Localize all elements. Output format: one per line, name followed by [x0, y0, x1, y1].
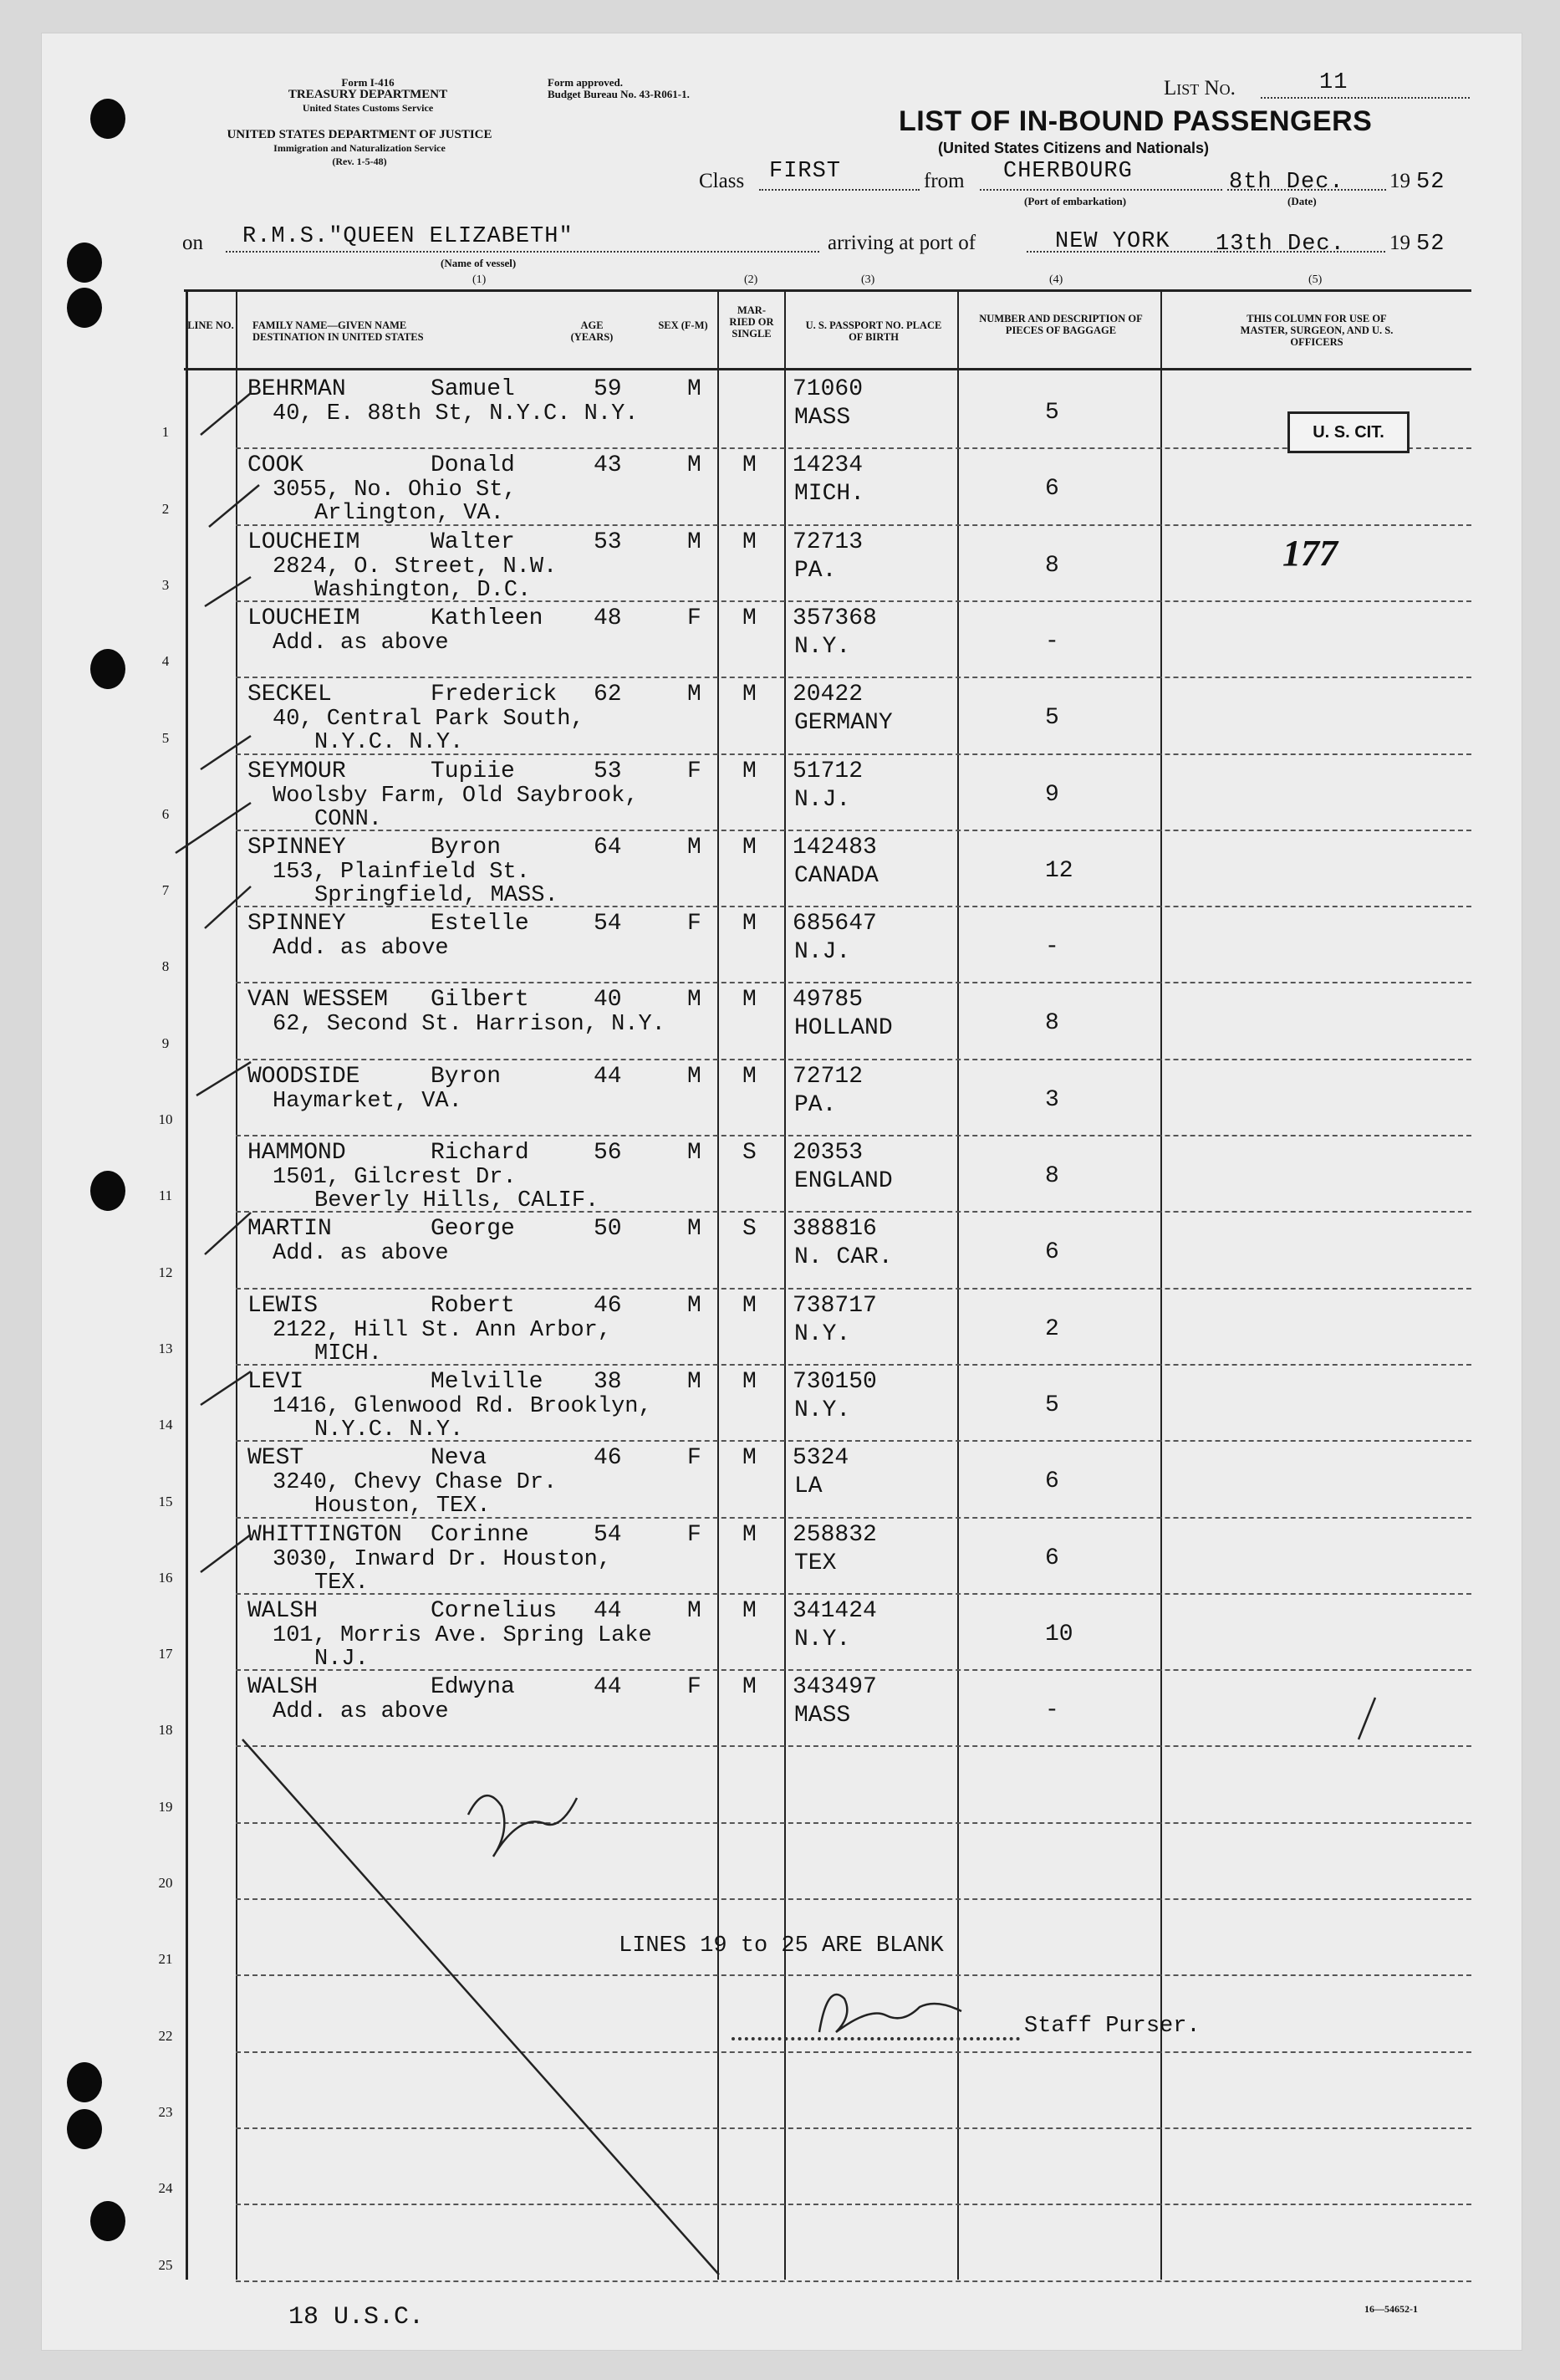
form-print-code: 16—54652-1 — [1364, 2303, 1418, 2315]
line-number: 6 — [161, 806, 170, 822]
age: 43 — [594, 452, 622, 478]
col-num-2: (2) — [744, 273, 758, 286]
place-of-birth: GERMANY — [794, 710, 893, 736]
given-name: Frederick — [431, 682, 558, 707]
marital-status: M — [742, 987, 757, 1013]
place-of-birth: MASS — [794, 1703, 851, 1729]
family-name: WALSH — [247, 1674, 319, 1700]
purser-signature — [803, 1982, 986, 2049]
sex: F — [687, 605, 701, 631]
punch-hole — [90, 1171, 125, 1211]
row-rule — [236, 1593, 1471, 1595]
header-baggage: NUMBER AND DESCRIPTION OF PIECES OF BAGGAGE — [979, 313, 1143, 336]
row-rule — [236, 1135, 1471, 1136]
passport-number: 72712 — [793, 1064, 864, 1090]
age: 40 — [594, 987, 622, 1013]
sex: F — [687, 1522, 701, 1548]
sex: M — [687, 1369, 701, 1395]
line-number: 15 — [158, 1494, 173, 1509]
address-line-2: N.Y.C. N.Y. — [314, 730, 464, 755]
header-sex: SEX (F-M) — [658, 319, 708, 331]
row-rule — [236, 677, 1471, 678]
marital-status: M — [742, 758, 757, 784]
us-citizen-stamp: U. S. CIT. — [1287, 411, 1410, 453]
family-name: SPINNEY — [247, 911, 346, 937]
punch-hole — [67, 243, 102, 283]
given-name: Tupiie — [431, 758, 515, 784]
baggage-count: - — [1045, 629, 1059, 655]
date-caption: (Date) — [1287, 195, 1317, 207]
address-line-1: 2824, O. Street, N.W. — [273, 554, 558, 580]
sex: F — [687, 1445, 701, 1471]
marital-status: M — [742, 835, 757, 861]
table-header-rule — [184, 368, 1471, 370]
address-line-1: 40, E. 88th St, N.Y.C. N.Y. — [273, 401, 639, 426]
col-divider — [717, 289, 719, 2280]
sex: M — [687, 835, 701, 861]
line-number: 11 — [158, 1187, 173, 1203]
col-divider — [957, 289, 959, 2280]
age: 53 — [594, 529, 622, 555]
line-number: 16 — [158, 1570, 173, 1586]
place-of-birth: N.Y. — [794, 1321, 851, 1347]
marital-status: M — [742, 682, 757, 707]
arriving-label: arriving at port of — [828, 232, 976, 254]
family-name: WEST — [247, 1445, 304, 1471]
row-rule — [236, 2051, 1471, 2053]
punch-hole — [90, 99, 125, 139]
class-label: Class — [699, 170, 745, 192]
line-number: 8 — [161, 958, 170, 974]
table-top-rule — [184, 289, 1471, 292]
given-name: Neva — [431, 1445, 487, 1471]
punch-hole — [67, 2062, 102, 2102]
line-number: 9 — [161, 1035, 170, 1051]
age: 44 — [594, 1674, 622, 1700]
row-rule — [236, 1822, 1471, 1824]
marital-status: M — [742, 452, 757, 478]
sex: M — [687, 1216, 701, 1242]
arrival-year-value: 52 — [1416, 232, 1445, 257]
passport-number: 738717 — [793, 1293, 877, 1319]
given-name: George — [431, 1216, 515, 1242]
depart-year-prefix: 19 — [1389, 170, 1410, 192]
address-line-1: Add. as above — [273, 936, 449, 961]
address-line-1: 3055, No. Ohio St, — [273, 478, 517, 503]
form-number: Form I-416 — [341, 76, 395, 89]
place-of-birth: N.Y. — [794, 634, 851, 660]
family-name: SEYMOUR — [247, 758, 346, 784]
sex: F — [687, 1674, 701, 1700]
address-line-1: 1501, Gilcrest Dr. — [273, 1165, 517, 1190]
list-no-label: List No. — [1164, 77, 1236, 100]
passport-number: 142483 — [793, 835, 877, 861]
vessel-underline — [226, 251, 819, 253]
address-line-2: Springfield, MASS. — [314, 883, 558, 908]
address-line-1: 3030, Inward Dr. Houston, — [273, 1547, 612, 1572]
given-name: Samuel — [431, 376, 515, 402]
passport-number: 20353 — [793, 1140, 864, 1166]
sex: M — [687, 1064, 701, 1090]
marital-status: M — [742, 605, 757, 631]
baggage-count: - — [1045, 1698, 1059, 1724]
line-number: 25 — [158, 2257, 173, 2273]
given-name: Byron — [431, 1064, 502, 1090]
punch-hole — [90, 2201, 125, 2241]
marital-status: M — [742, 1369, 757, 1395]
marital-status: M — [742, 529, 757, 555]
age: 54 — [594, 911, 622, 937]
address-line-2: CONN. — [314, 807, 383, 832]
line-number: 23 — [158, 2104, 173, 2120]
given-name: Estelle — [431, 911, 529, 937]
family-name: LOUCHEIM — [247, 605, 360, 631]
form-subtitle: (United States Citizens and Nationals) — [938, 140, 1210, 156]
place-of-birth: MASS — [794, 405, 851, 431]
address-line-1: 3240, Chevy Chase Dr. — [273, 1470, 558, 1495]
baggage-count: 6 — [1045, 1545, 1059, 1571]
age: 38 — [594, 1369, 622, 1395]
line-number: 13 — [158, 1341, 173, 1356]
passport-number: 341424 — [793, 1598, 877, 1624]
statute-note: 18 U.S.C. — [288, 2303, 425, 2331]
place-of-birth: CANADA — [794, 863, 879, 889]
arrival-year-prefix: 19 — [1389, 232, 1410, 254]
header-passport: U. S. PASSPORT NO. PLACE OF BIRTH — [805, 319, 942, 343]
given-name: Edwyna — [431, 1674, 515, 1700]
family-name: HAMMOND — [247, 1140, 346, 1166]
from-label: from — [924, 170, 965, 192]
age: 53 — [594, 758, 622, 784]
col-num-5: (5) — [1308, 273, 1323, 286]
vessel-value: R.M.S."QUEEN ELIZABETH" — [242, 224, 574, 249]
line-number: 18 — [158, 1722, 173, 1738]
sex: M — [687, 376, 701, 402]
row-rule — [236, 1745, 1471, 1747]
age: 62 — [594, 682, 622, 707]
line-number: 22 — [158, 2028, 173, 2044]
place-of-birth: HOLLAND — [794, 1015, 893, 1041]
address-line-1: Haymarket, VA. — [273, 1089, 462, 1114]
marital-status: M — [742, 1445, 757, 1471]
family-name: LEVI — [247, 1369, 304, 1395]
line-number: 7 — [161, 882, 170, 898]
passport-number: 5324 — [793, 1445, 849, 1471]
marital-status: S — [742, 1216, 757, 1242]
family-name: WHITTINGTON — [247, 1522, 402, 1548]
baggage-count: 10 — [1045, 1622, 1073, 1647]
address-line-2: Beverly Hills, CALIF. — [314, 1188, 599, 1213]
address-line-2: N.Y.C. N.Y. — [314, 1417, 464, 1443]
place-of-birth: N.J. — [794, 939, 851, 965]
class-value: FIRST — [769, 159, 842, 184]
place-of-birth: N.Y. — [794, 1397, 851, 1423]
marital-status: M — [742, 1598, 757, 1624]
given-name: Byron — [431, 835, 502, 861]
place-of-birth: LA — [794, 1473, 823, 1499]
row-rule — [236, 1059, 1471, 1060]
col-divider — [784, 289, 786, 2280]
budget-bureau: Budget Bureau No. 43-R061-1. — [548, 88, 690, 100]
address-line-1: 1416, Glenwood Rd. Brooklyn, — [273, 1394, 652, 1419]
age: 48 — [594, 605, 622, 631]
given-name: Walter — [431, 529, 515, 555]
marital-status: M — [742, 1674, 757, 1700]
passport-number: 20422 — [793, 682, 864, 707]
family-name: WALSH — [247, 1598, 319, 1624]
row-rule — [236, 830, 1471, 831]
family-name: WOODSIDE — [247, 1064, 360, 1090]
address-line-1: Add. as above — [273, 1241, 449, 1266]
header-family-name: FAMILY NAME—GIVEN NAME — [252, 319, 407, 331]
row-rule — [236, 1974, 1471, 1976]
passport-number: 388816 — [793, 1216, 877, 1242]
passport-number: 343497 — [793, 1674, 877, 1700]
marital-status: M — [742, 911, 757, 937]
age: 56 — [594, 1140, 622, 1166]
line-number: 5 — [161, 730, 170, 746]
passport-number: 71060 — [793, 376, 864, 402]
age: 64 — [594, 835, 622, 861]
family-name: SPINNEY — [247, 835, 346, 861]
line-number: 17 — [158, 1646, 173, 1662]
marital-status: M — [742, 1064, 757, 1090]
place-of-birth: TEX — [794, 1550, 837, 1576]
line-number: 19 — [158, 1799, 173, 1815]
sex: M — [687, 1140, 701, 1166]
address-line-2: Arlington, VA. — [314, 501, 504, 526]
col-divider — [1160, 289, 1162, 2280]
port-embark-value: CHERBOURG — [1003, 159, 1133, 184]
address-line-1: Add. as above — [273, 1699, 449, 1724]
sex: M — [687, 1293, 701, 1319]
given-name: Melville — [431, 1369, 543, 1395]
baggage-count: 3 — [1045, 1087, 1059, 1113]
given-name: Gilbert — [431, 987, 529, 1013]
line-number: 21 — [158, 1951, 173, 1967]
on-label: on — [182, 232, 203, 254]
col-num-1: (1) — [472, 273, 487, 286]
line-number: 12 — [158, 1264, 173, 1280]
row-rule — [236, 447, 1471, 449]
address-line-2: TEX. — [314, 1570, 369, 1596]
passport-number: 357368 — [793, 605, 877, 631]
sex: M — [687, 529, 701, 555]
baggage-count: 9 — [1045, 782, 1059, 808]
age: 46 — [594, 1445, 622, 1471]
passport-number: 51712 — [793, 758, 864, 784]
sex: M — [687, 987, 701, 1013]
line-number: 24 — [158, 2180, 173, 2196]
family-name: VAN WESSEM — [247, 987, 389, 1013]
col-divider — [236, 289, 237, 2280]
row-rule — [236, 1898, 1471, 1900]
baggage-count: 8 — [1045, 1163, 1059, 1189]
depart-year-value: 52 — [1416, 170, 1445, 195]
place-of-birth: PA. — [794, 1092, 837, 1118]
punch-hole — [67, 288, 102, 328]
line-number: 2 — [161, 501, 170, 517]
passport-number: 685647 — [793, 911, 877, 937]
ins-service: Immigration and Naturalization Service — [273, 142, 446, 154]
place-of-birth: N.Y. — [794, 1627, 851, 1652]
baggage-count: 2 — [1045, 1316, 1059, 1342]
arrival-date-value: 13th Dec. — [1216, 232, 1345, 257]
row-rule — [236, 2204, 1471, 2205]
punch-hole — [90, 649, 125, 689]
passport-number: 72713 — [793, 529, 864, 555]
age: 54 — [594, 1522, 622, 1548]
age: 44 — [594, 1598, 622, 1624]
address-line-2: MICH. — [314, 1341, 383, 1366]
address-line-1: Add. as above — [273, 631, 449, 656]
given-name: Cornelius — [431, 1598, 558, 1624]
arrival-port-value: NEW YORK — [1055, 229, 1170, 254]
age: 50 — [594, 1216, 622, 1242]
family-name: LEWIS — [247, 1293, 319, 1319]
treasury-dept: TREASURY DEPARTMENT — [288, 88, 448, 101]
sex: M — [687, 452, 701, 478]
family-name: LOUCHEIM — [247, 529, 360, 555]
depart-date-value: 8th Dec. — [1229, 170, 1344, 195]
address-line-1: 153, Plainfield St. — [273, 860, 530, 885]
header-officers: THIS COLUMN FOR USE OF MASTER, SURGEON, AND U. S. OFFICERS — [1240, 313, 1394, 348]
given-name: Richard — [431, 1140, 529, 1166]
header-line-no: LINE NO. — [187, 319, 234, 331]
line-number: 1 — [161, 424, 170, 440]
place-of-birth: N.J. — [794, 787, 851, 813]
passport-number: 49785 — [793, 987, 864, 1013]
baggage-count: 8 — [1045, 553, 1059, 579]
place-of-birth: N. CAR. — [794, 1244, 893, 1270]
col-divider — [186, 289, 188, 2280]
line-number: 4 — [161, 653, 170, 669]
place-of-birth: MICH. — [794, 481, 865, 507]
line-number: 14 — [158, 1417, 173, 1433]
row-rule — [236, 2280, 1471, 2282]
list-no-value: 11 — [1319, 70, 1348, 95]
address-line-1: 2122, Hill St. Ann Arbor, — [273, 1318, 612, 1343]
form-title: LIST OF IN-BOUND PASSENGERS — [899, 105, 1373, 137]
line-number: 20 — [158, 1875, 173, 1891]
line-number: 3 — [161, 577, 170, 593]
marital-status: M — [742, 1293, 757, 1319]
place-of-birth: PA. — [794, 558, 837, 584]
line-number: 10 — [158, 1111, 173, 1127]
sex: M — [687, 1598, 701, 1624]
col-num-4: (4) — [1049, 273, 1063, 286]
col-num-3: (3) — [861, 273, 875, 286]
baggage-count: 5 — [1045, 705, 1059, 731]
family-name: SECKEL — [247, 682, 332, 707]
vessel-caption: (Name of vessel) — [441, 257, 517, 269]
family-name: COOK — [247, 452, 304, 478]
row-rule — [236, 982, 1471, 983]
given-name: Kathleen — [431, 605, 543, 631]
row-rule — [236, 1669, 1471, 1671]
row-rule — [236, 1288, 1471, 1290]
address-line-1: 62, Second St. Harrison, N.Y. — [273, 1012, 665, 1037]
header-age: AGE (YEARS) — [570, 319, 614, 343]
baggage-count: 12 — [1045, 858, 1073, 884]
handwritten-count: 177 — [1282, 533, 1338, 574]
age: 46 — [594, 1293, 622, 1319]
revision: (Rev. 1-5-48) — [332, 156, 387, 167]
age: 44 — [594, 1064, 622, 1090]
marital-status: S — [742, 1140, 757, 1166]
port-embark-underline — [980, 189, 1222, 191]
given-name: Robert — [431, 1293, 515, 1319]
blank-lines-note: LINES 19 to 25 ARE BLANK — [619, 1933, 944, 1959]
address-line-1: 101, Morris Ave. Spring Lake — [273, 1623, 652, 1648]
given-name: Donald — [431, 452, 515, 478]
justice-dept: UNITED STATES DEPARTMENT OF JUSTICE — [227, 128, 492, 141]
address-line-2: N.J. — [314, 1647, 369, 1672]
row-rule — [236, 1364, 1471, 1366]
baggage-count: 5 — [1045, 1392, 1059, 1418]
family-name: MARTIN — [247, 1216, 332, 1242]
header-married: MAR-RIED OR SINGLE — [729, 304, 774, 340]
passport-number: 14234 — [793, 452, 864, 478]
baggage-count: 6 — [1045, 476, 1059, 502]
list-no-underline — [1261, 97, 1470, 99]
baggage-count: 6 — [1045, 1239, 1059, 1265]
customs-service: United States Customs Service — [302, 102, 434, 114]
marital-status: M — [742, 1522, 757, 1548]
header-destination: DESTINATION IN UNITED STATES — [252, 331, 424, 343]
row-rule — [236, 2127, 1471, 2129]
address-line-2: Washington, D.C. — [314, 578, 532, 603]
baggage-count: 8 — [1045, 1010, 1059, 1036]
family-name: BEHRMAN — [247, 376, 346, 402]
sex: M — [687, 682, 701, 707]
passport-number: 730150 — [793, 1369, 877, 1395]
age: 59 — [594, 376, 622, 402]
class-underline — [759, 189, 920, 191]
place-of-birth: ENGLAND — [794, 1168, 893, 1194]
passport-number: 258832 — [793, 1522, 877, 1548]
port-embark-caption: (Port of embarkation) — [1024, 195, 1127, 207]
baggage-count: 6 — [1045, 1468, 1059, 1494]
address-line-1: 40, Central Park South, — [273, 707, 584, 732]
sex: F — [687, 758, 701, 784]
address-line-2: Houston, TEX. — [314, 1494, 491, 1519]
address-line-1: Woolsby Farm, Old Saybrook, — [273, 784, 639, 809]
baggage-count: - — [1045, 934, 1059, 960]
given-name: Corinne — [431, 1522, 529, 1548]
punch-hole — [67, 2109, 102, 2149]
baggage-count: 5 — [1045, 400, 1059, 426]
staff-purser-label: Staff Purser. — [1024, 2014, 1201, 2039]
sex: F — [687, 911, 701, 937]
form-approved: Form approved. — [548, 76, 624, 89]
